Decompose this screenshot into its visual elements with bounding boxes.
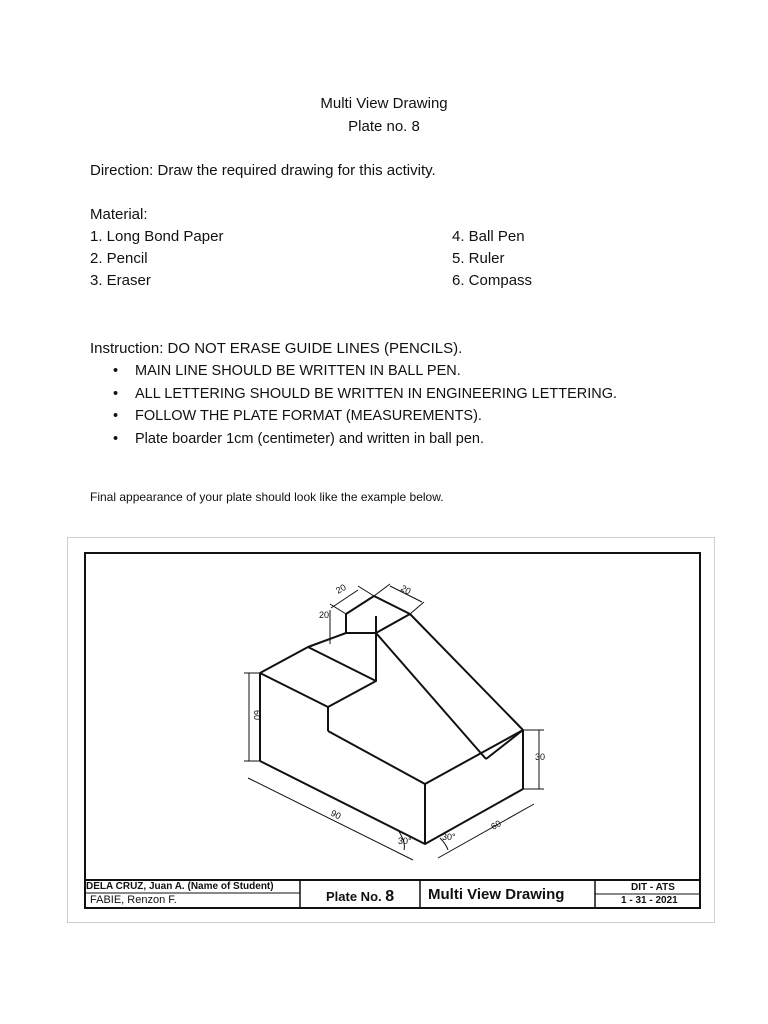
dim-angle-right: 30° (442, 832, 456, 842)
material-item-4: 4. Ball Pen (452, 228, 525, 245)
plate-date: 1 - 31 - 2021 (621, 895, 678, 906)
dim-height: 60 (252, 710, 262, 721)
direction-text: Direction: Draw the required drawing for this activity. (90, 162, 436, 179)
instruction-bullet: • MAIN LINE SHOULD BE WRITTEN IN BALL PEN. (113, 360, 617, 383)
plate-drawing (68, 538, 716, 924)
dim-right-height: 30 (535, 752, 546, 762)
material-heading: Material: (90, 206, 148, 223)
dim-top-width: 20 (334, 582, 348, 596)
instruction-bullet: • Plate boarder 1cm (centimeter) and written in ball pen. (113, 428, 617, 451)
plate-number: 8 (385, 888, 395, 905)
material-item-3: 3. Eraser (90, 272, 151, 289)
instructor-name: FABIE, Renzon F. (90, 894, 177, 906)
course-code: DIT - ATS (631, 882, 675, 893)
material-item-1: 1. Long Bond Paper (90, 228, 224, 245)
material-item-2: 2. Pencil (90, 250, 148, 267)
dim-length: 90 (329, 807, 343, 822)
page-subtitle: Plate no. 8 (348, 118, 420, 135)
dimension-labels (252, 582, 545, 846)
plate-number-label (326, 888, 394, 906)
dim-angle-left: 30° (398, 836, 412, 846)
plate-example (67, 537, 715, 923)
material-item-6: 6. Compass (452, 272, 533, 289)
final-note: Final appearance of your plate should look like the example below. (90, 490, 444, 504)
material-item-5: 5. Ruler (452, 250, 505, 267)
page-title: Multi View Drawing (320, 95, 448, 112)
instruction-list (113, 360, 617, 450)
plate-label: Plate No. (326, 889, 382, 904)
isometric-object (260, 596, 523, 844)
dim-top-depth: 20 (399, 582, 413, 597)
dimension-lines (244, 584, 544, 860)
instruction-bullet: • ALL LETTERING SHOULD BE WRITTEN IN ENGINEERING LETTERING. (113, 383, 617, 406)
student-name: DELA CRUZ, Juan A. (Name of Student) (86, 881, 274, 892)
drawing-title: Multi View Drawing (428, 886, 565, 903)
instruction-bullet: • FOLLOW THE PLATE FORMAT (MEASUREMENTS). (113, 405, 617, 428)
dim-step-height: 20 (319, 610, 330, 620)
instruction-heading: Instruction: DO NOT ERASE GUIDE LINES (PENCILS). (90, 340, 463, 357)
dim-depth: 60 (489, 818, 503, 832)
